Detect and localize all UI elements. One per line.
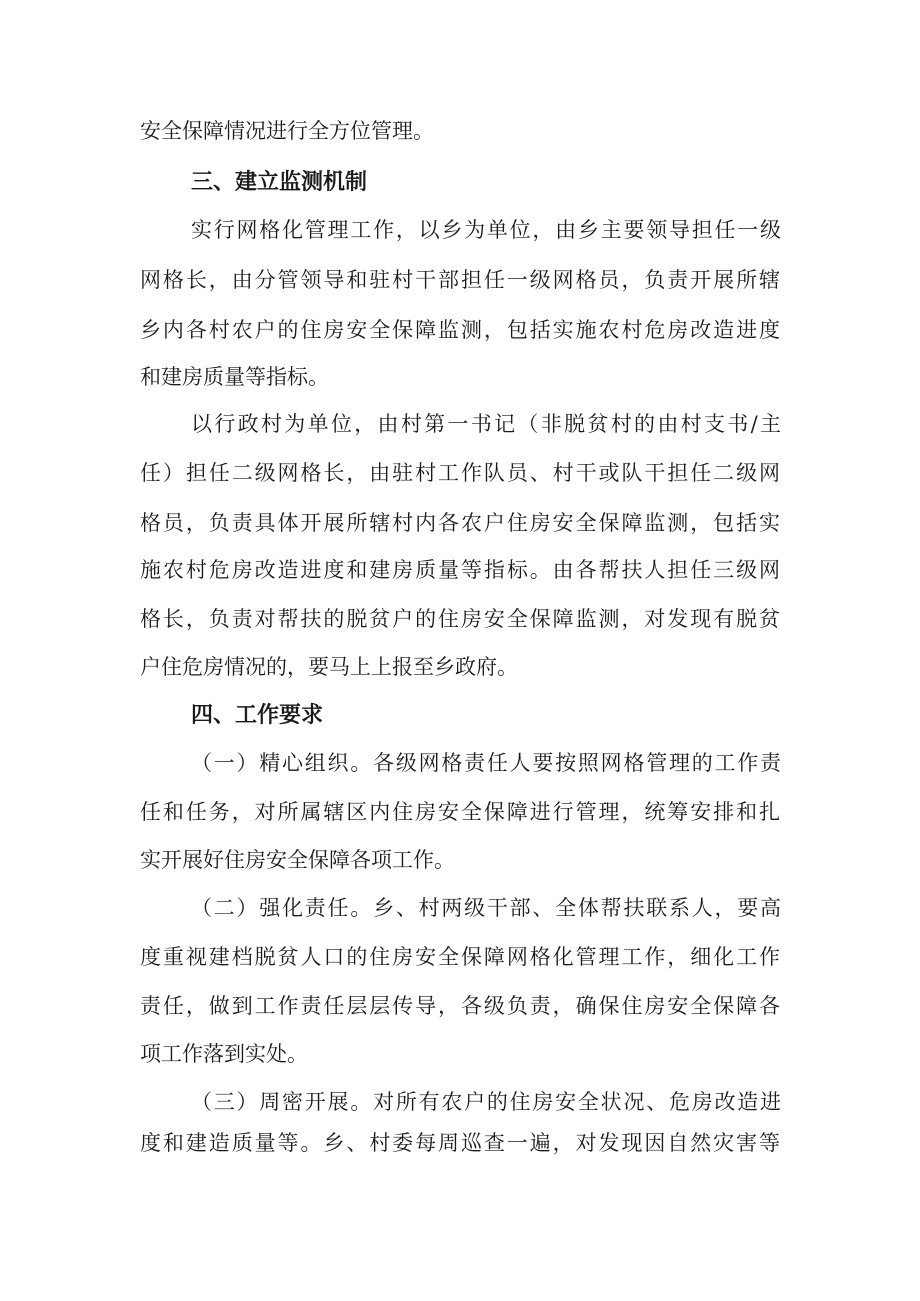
section-heading: 三、建立监测机制 [191, 170, 368, 195]
paragraph-line: （三）周密开展。对所有农户的住房安全状况、危房改造进 [191, 1090, 783, 1114]
section-heading: 四、工作要求 [191, 703, 324, 728]
paragraph-line: （二）强化责任。乡、村两级干部、全体帮扶联系人，要高 [191, 896, 783, 920]
paragraph-line: 安全保障情况进行全方位管理。 [140, 119, 434, 143]
paragraph-line: 任）担任二级网格长，由驻村工作队员、村干或队干担任二级网 [140, 461, 782, 485]
paragraph-line: （一）精心组织。各级网格责任人要按照网格管理的工作责 [191, 751, 783, 775]
paragraph-line: 度重视建档脱贫人口的住房安全保障网格化管理工作，细化工作 [140, 945, 782, 969]
paragraph-line: 实行网格化管理工作，以乡为单位，由乡主要领导担任一级 [191, 218, 783, 242]
paragraph-line: 施农村危房改造进度和建房质量等指标。由各帮扶人担任三级网 [140, 558, 782, 582]
paragraph-line: 度和建造质量等。乡、村委每周巡查一遍，对发现因自然灾害等 [140, 1131, 782, 1155]
paragraph-line: 项工作落到实处。 [140, 1042, 308, 1066]
paragraph-line: 格员，负责具体开展所辖村内各农户住房安全保障监测，包括实 [140, 511, 782, 535]
paragraph-line: 责任，做到工作责任层层传导，各级负责，确保住房安全保障各 [140, 994, 782, 1018]
paragraph-line: 格长，负责对帮扶的脱贫户的住房安全保障监测，对发现有脱贫 [140, 607, 782, 631]
paragraph-line: 以行政村为单位，由村第一书记（非脱贫村的由村支书/主 [191, 412, 784, 436]
paragraph-line: 乡内各村农户的住房安全保障监测，包括实施农村危房改造进度 [140, 318, 782, 342]
paragraph-line: 任和任务，对所属辖区内住房安全保障进行管理，统筹安排和扎 [140, 800, 782, 824]
paragraph-line: 和建房质量等指标。 [140, 365, 329, 389]
paragraph-line: 网格长，由分管领导和驻村干部担任一级网格员，负责开展所辖 [140, 268, 782, 292]
paragraph-line: 户住危房情况的，要马上上报至乡政府。 [140, 655, 518, 679]
paragraph-line: 实开展好住房安全保障各项工作。 [140, 848, 455, 872]
